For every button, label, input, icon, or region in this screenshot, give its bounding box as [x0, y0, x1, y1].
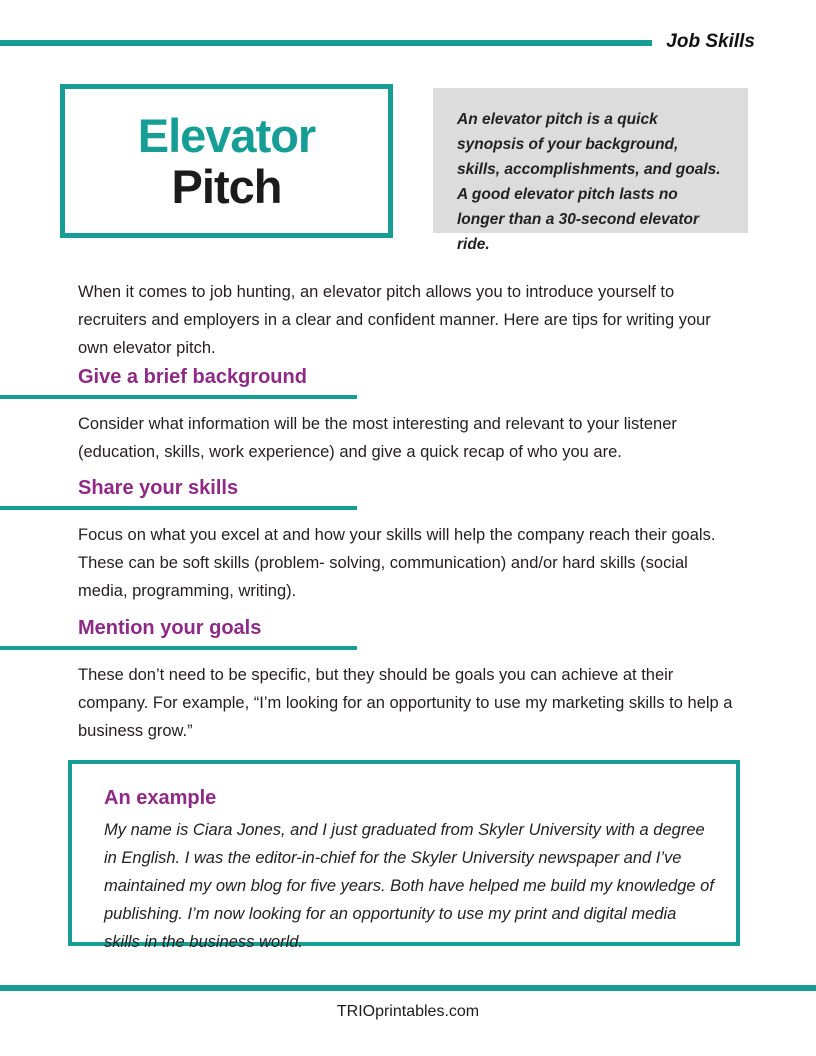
header-rule: [0, 40, 652, 46]
page-title-line1: Elevator: [137, 109, 316, 162]
example-box: [68, 760, 740, 951]
header-category-label: Job Skills: [666, 31, 755, 52]
section-body: These don’t need to be specific, but they should be goals you can achieve at their company. For example, “I’m looking for an opportunity to use my marketing skills to help a business grow.”: [78, 666, 733, 740]
definition-text: An elevator pitch is a quick synopsis of your background, skills, accomplishments, and goals. A good elevator pitch lasts no longer than a 30-second elevator ride.: [457, 111, 721, 253]
section-share-your-skills: [0, 477, 816, 605]
section-body: Consider what information will be the most interesting and relevant to your listener (education, skills, work experience) and give a quick recap of who you are.: [78, 415, 677, 461]
definition-callout: [433, 88, 748, 253]
example-heading: An example: [104, 787, 217, 809]
section-heading: Share your skills: [78, 477, 239, 499]
footer-site-label: TRIOprintables.com: [336, 1003, 480, 1020]
intro-paragraph: When it comes to job hunting, an elevator pitch allows you to introduce yourself to recruiters and employers in a clear and confident manner. Here are tips for writing your own elevator pitch.: [78, 283, 711, 357]
section-give-a-brief-background: [0, 366, 816, 466]
section-heading: Give a brief background: [78, 366, 307, 388]
section-heading-rule: [0, 506, 357, 510]
section-heading: Mention your goals: [78, 617, 262, 639]
section-body: Focus on what you excel at and how your skills will help the company reach their goals. These can be soft skills (problem- solving, communication) and/or hard skills (social media, programming, writing).: [78, 526, 716, 600]
section-heading-rule: [0, 395, 357, 399]
section-heading-rule: [0, 646, 357, 650]
section-mention-your-goals: [0, 617, 816, 745]
page-title-line2: Pitch: [171, 160, 282, 213]
example-body: My name is Ciara Jones, and I just graduated from Skyler University with a degree in English. I was the editor-in-chief for the Skyler University newspaper and I’ve maintained my own blog for five years. Both have helped me build my knowledge of publishing. I’m now looking for an opportunity to use my print and digital media skills in the business world.: [104, 821, 714, 951]
title-box: [60, 84, 393, 238]
footer-rule: [0, 985, 816, 991]
